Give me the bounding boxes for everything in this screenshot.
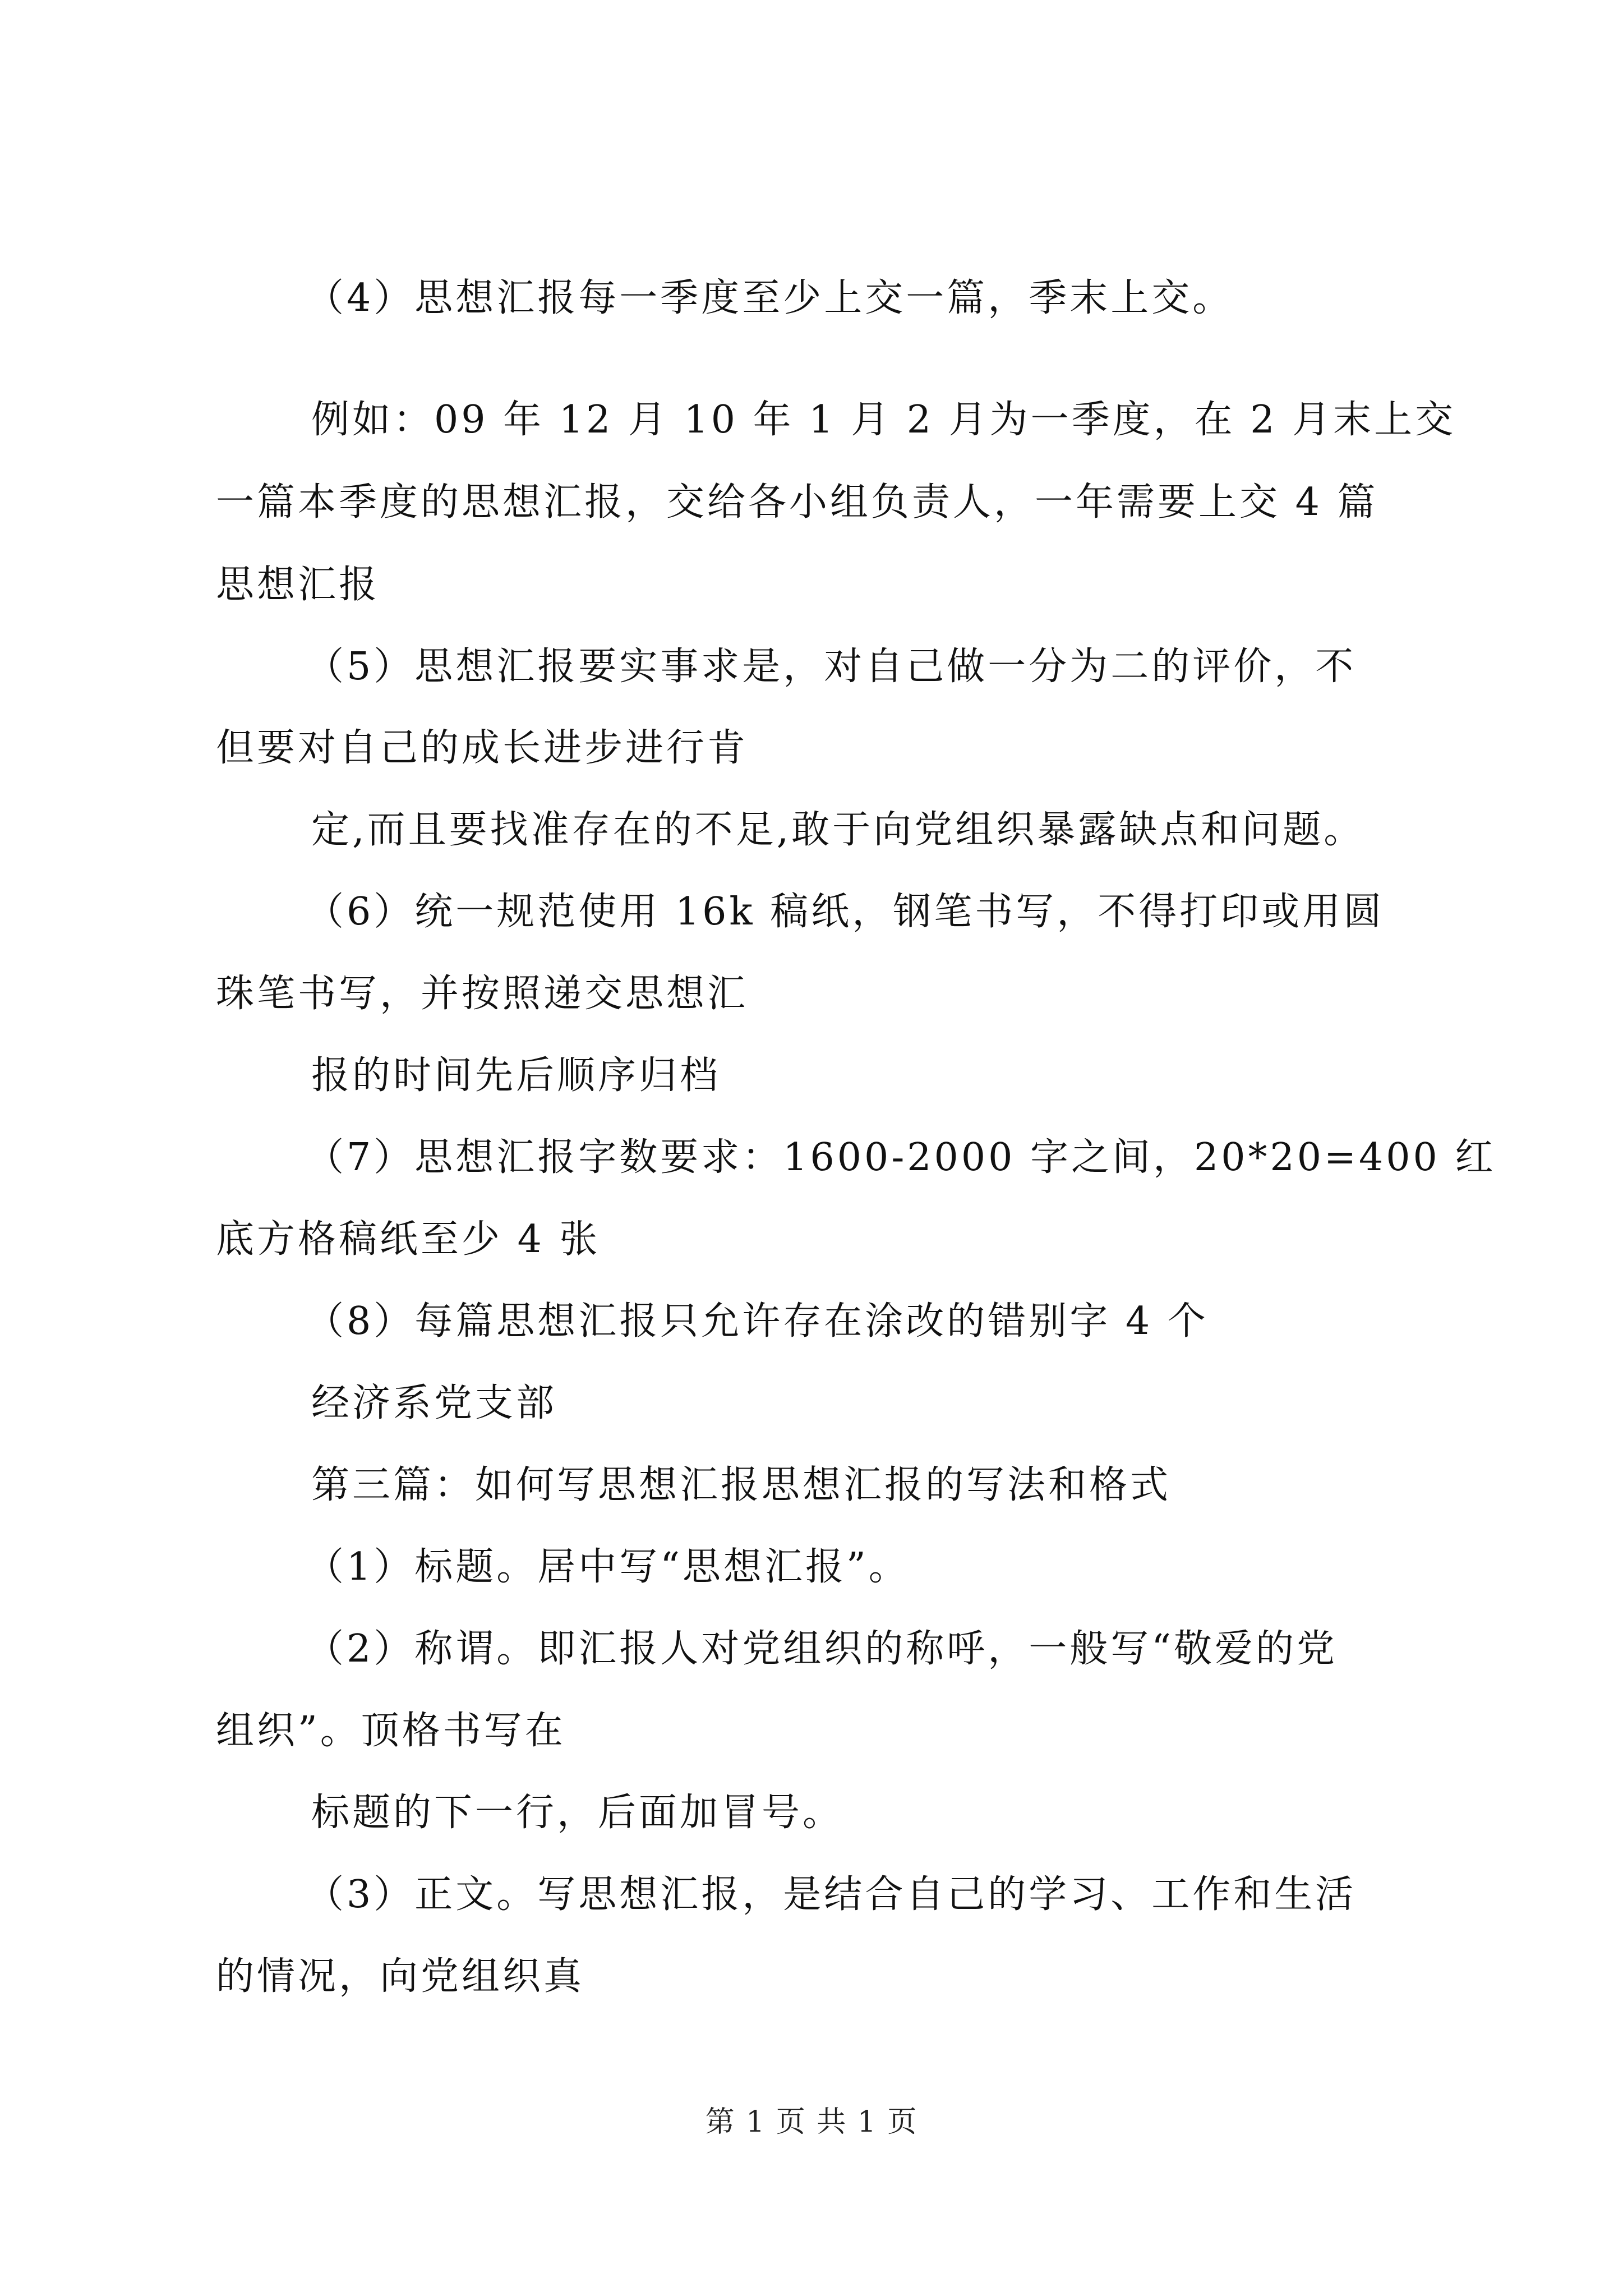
paragraph-line: 底方格稿纸至少 4 张 bbox=[216, 1217, 601, 1262]
paragraph-line: 的情况，向党组织真 bbox=[216, 1954, 585, 1999]
paragraph-line: 经济系党支部 bbox=[311, 1381, 557, 1425]
paragraph-line: 报的时间先后顺序归档 bbox=[311, 1053, 721, 1098]
paragraph-line: 一篇本季度的思想汇报，交给各小组负责人，一年需要上交 4 篇 bbox=[216, 480, 1378, 524]
section-heading: 第三篇：如何写思想汇报思想汇报的写法和格式 bbox=[311, 1463, 1172, 1507]
paragraph-line: 思想汇报 bbox=[216, 563, 380, 607]
paragraph-line: （4）思想汇报每一季度至少上交一篇，季末上交。 bbox=[306, 276, 1234, 320]
page-number-footer: 第 1 页 共 1 页 bbox=[705, 2105, 918, 2139]
paragraph-line: 组织”。顶格书写在 bbox=[216, 1709, 566, 1753]
paragraph-line: 标题的下一行，后面加冒号。 bbox=[311, 1791, 844, 1835]
paragraph-line: （2）称谓。即汇报人对党组织的称呼，一般写“敬爱的党 bbox=[306, 1627, 1338, 1671]
paragraph-line: （6）统一规范使用 16k 稿纸，钢笔书写，不得打印或用圆 bbox=[306, 890, 1385, 934]
paragraph-line: （7）思想汇报字数要求：1600-2000 字之间，20*20=400 红 bbox=[306, 1135, 1496, 1180]
paragraph-line: 珠笔书写，并按照递交思想汇 bbox=[216, 972, 749, 1016]
paragraph-line: 但要对自己的成长进步进行肯 bbox=[216, 726, 749, 770]
paragraph-line: （3）正文。写思想汇报，是结合自己的学习、工作和生活 bbox=[306, 1872, 1357, 1917]
paragraph-line: 例如：09 年 12 月 10 年 1 月 2 月为一季度，在 2 月末上交 bbox=[311, 398, 1456, 442]
paragraph-line: （1）标题。居中写“思想汇报”。 bbox=[306, 1545, 910, 1589]
paragraph-line: （8）每篇思想汇报只允许存在涂改的错别字 4 个 bbox=[306, 1299, 1209, 1343]
paragraph-line: （5）思想汇报要实事求是，对自己做一分为二的评价，不 bbox=[306, 645, 1357, 689]
paragraph-line: 定,而且要找准存在的不足,敢于向党组织暴露缺点和问题。 bbox=[311, 808, 1365, 852]
